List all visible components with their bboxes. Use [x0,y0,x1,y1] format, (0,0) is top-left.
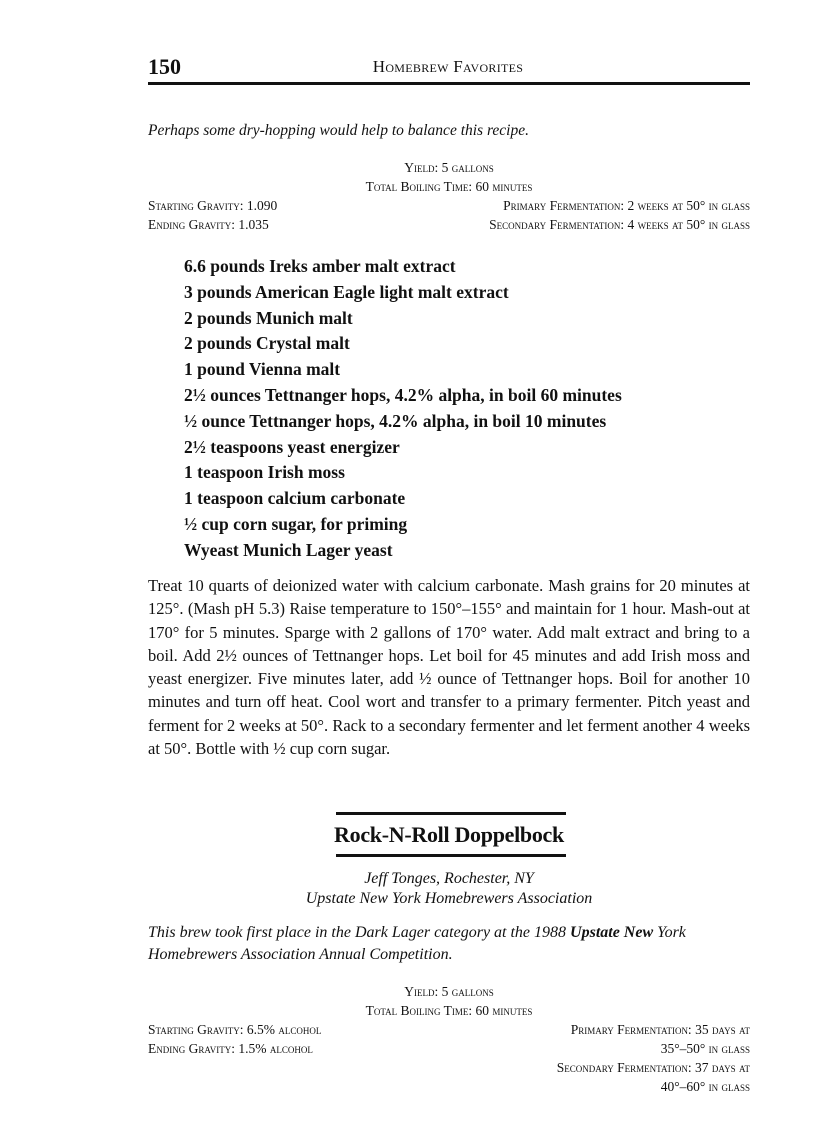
primary-fermentation: Primary Fermentation: 35 days at [570,1022,750,1037]
secondary-fermentation-range: 40°–60° in glass [660,1079,750,1094]
secondary-fermentation: Secondary Fermentation: 4 weeks at 50° in glass [489,217,750,232]
page-number: 150 [148,54,181,79]
author-name: Jeff Tonges, Rochester, NY [364,870,534,887]
note-text: York Homebrewers Association Annual Competition. [148,924,686,963]
ending-gravity: Ending Gravity: 1.5% alcohol [148,1041,313,1056]
yield: Yield: 5 gallons [404,984,494,999]
ingredient-item: ½ ounce Tettnanger hops, 4.2% alpha, in boil 10 minutes [184,410,607,431]
primary-fermentation: Primary Fermentation: 2 weeks at 50° in glass [503,198,750,213]
ingredient-item: 2½ teaspoons yeast energizer [184,436,400,457]
title-rule-bottom [336,854,566,857]
ingredient-list [184,254,622,564]
recipe-note [148,922,750,966]
running-title: Homebrew Favorites [372,57,524,76]
ending-gravity: Ending Gravity: 1.035 [148,217,269,232]
recipe-author [148,869,750,909]
title-rule-top [336,812,566,815]
boil-time: Total Boiling Time: 60 minutes [365,1003,533,1018]
author-club: Upstate New York Homebrewers Association [305,890,593,907]
recipe-instructions: Treat 10 quarts of deionized water with calcium carbonate. Mash grains for 20 minutes at 125°. (Mash pH 5.3) Raise temperature to 150°–155° and maintain for 1 hour. Mash-out at 170° for 5 minutes. Sparge with 2 gallons of 170° water. Add malt extract and bring to a boil. Add 2½ ounces of Tettnanger hops. Let boil for 45 minutes and add Irish moss and yeast energizer. Five minutes later, add ½ ounce of Tettnanger hops. Boil for another 10 minutes and turn off heat. Cool wort and transfer to a primary fermenter. Pitch yeast and ferment for 2 weeks at 50°. Rack to a secondary fermenter and let ferment another 4 weeks at 50°. Bottle with ½ cup corn sugar. [148,576,750,759]
boil-time: Total Boiling Time: 60 minutes [365,179,533,194]
ingredient-item: 1 teaspoon Irish moss [184,462,345,483]
ingredient-item: 2 pounds Crystal malt [184,333,350,354]
ingredient-item: 1 teaspoon calcium carbonate [184,488,406,509]
primary-fermentation-range: 35°–50° in glass [660,1041,750,1056]
note-emphasis: Upstate New [570,924,654,941]
ingredient-item: 6.6 pounds Ireks amber malt extract [184,256,456,276]
recipe-intro: Perhaps some dry-hopping would help to balance this recipe. [148,122,529,139]
secondary-fermentation: Secondary Fermentation: 37 days at [556,1060,750,1075]
starting-gravity: Starting Gravity: 6.5% alcohol [148,1022,322,1037]
yield: Yield: 5 gallons [404,160,494,175]
ingredient-item: 1 pound Vienna malt [184,359,341,380]
recipe-title: Rock-N-Roll Doppelbock [334,822,564,847]
ingredient-item: Wyeast Munich Lager yeast [184,539,393,560]
header-rule [148,82,750,85]
recipe-specs [148,982,750,1096]
ingredient-item: ½ cup corn sugar, for priming [184,513,408,534]
note-text: This brew took first place in the Dark Lager category at the 1988 [148,924,571,941]
ingredient-item: 3 pounds American Eagle light malt extract [184,281,509,302]
recipe-specs [148,158,750,234]
ingredient-item: 2½ ounces Tettnanger hops, 4.2% alpha, in boil 60 minutes [184,384,622,405]
starting-gravity: Starting Gravity: 1.090 [148,198,278,213]
ingredient-item: 2 pounds Munich malt [184,307,353,328]
page-header [148,54,748,82]
